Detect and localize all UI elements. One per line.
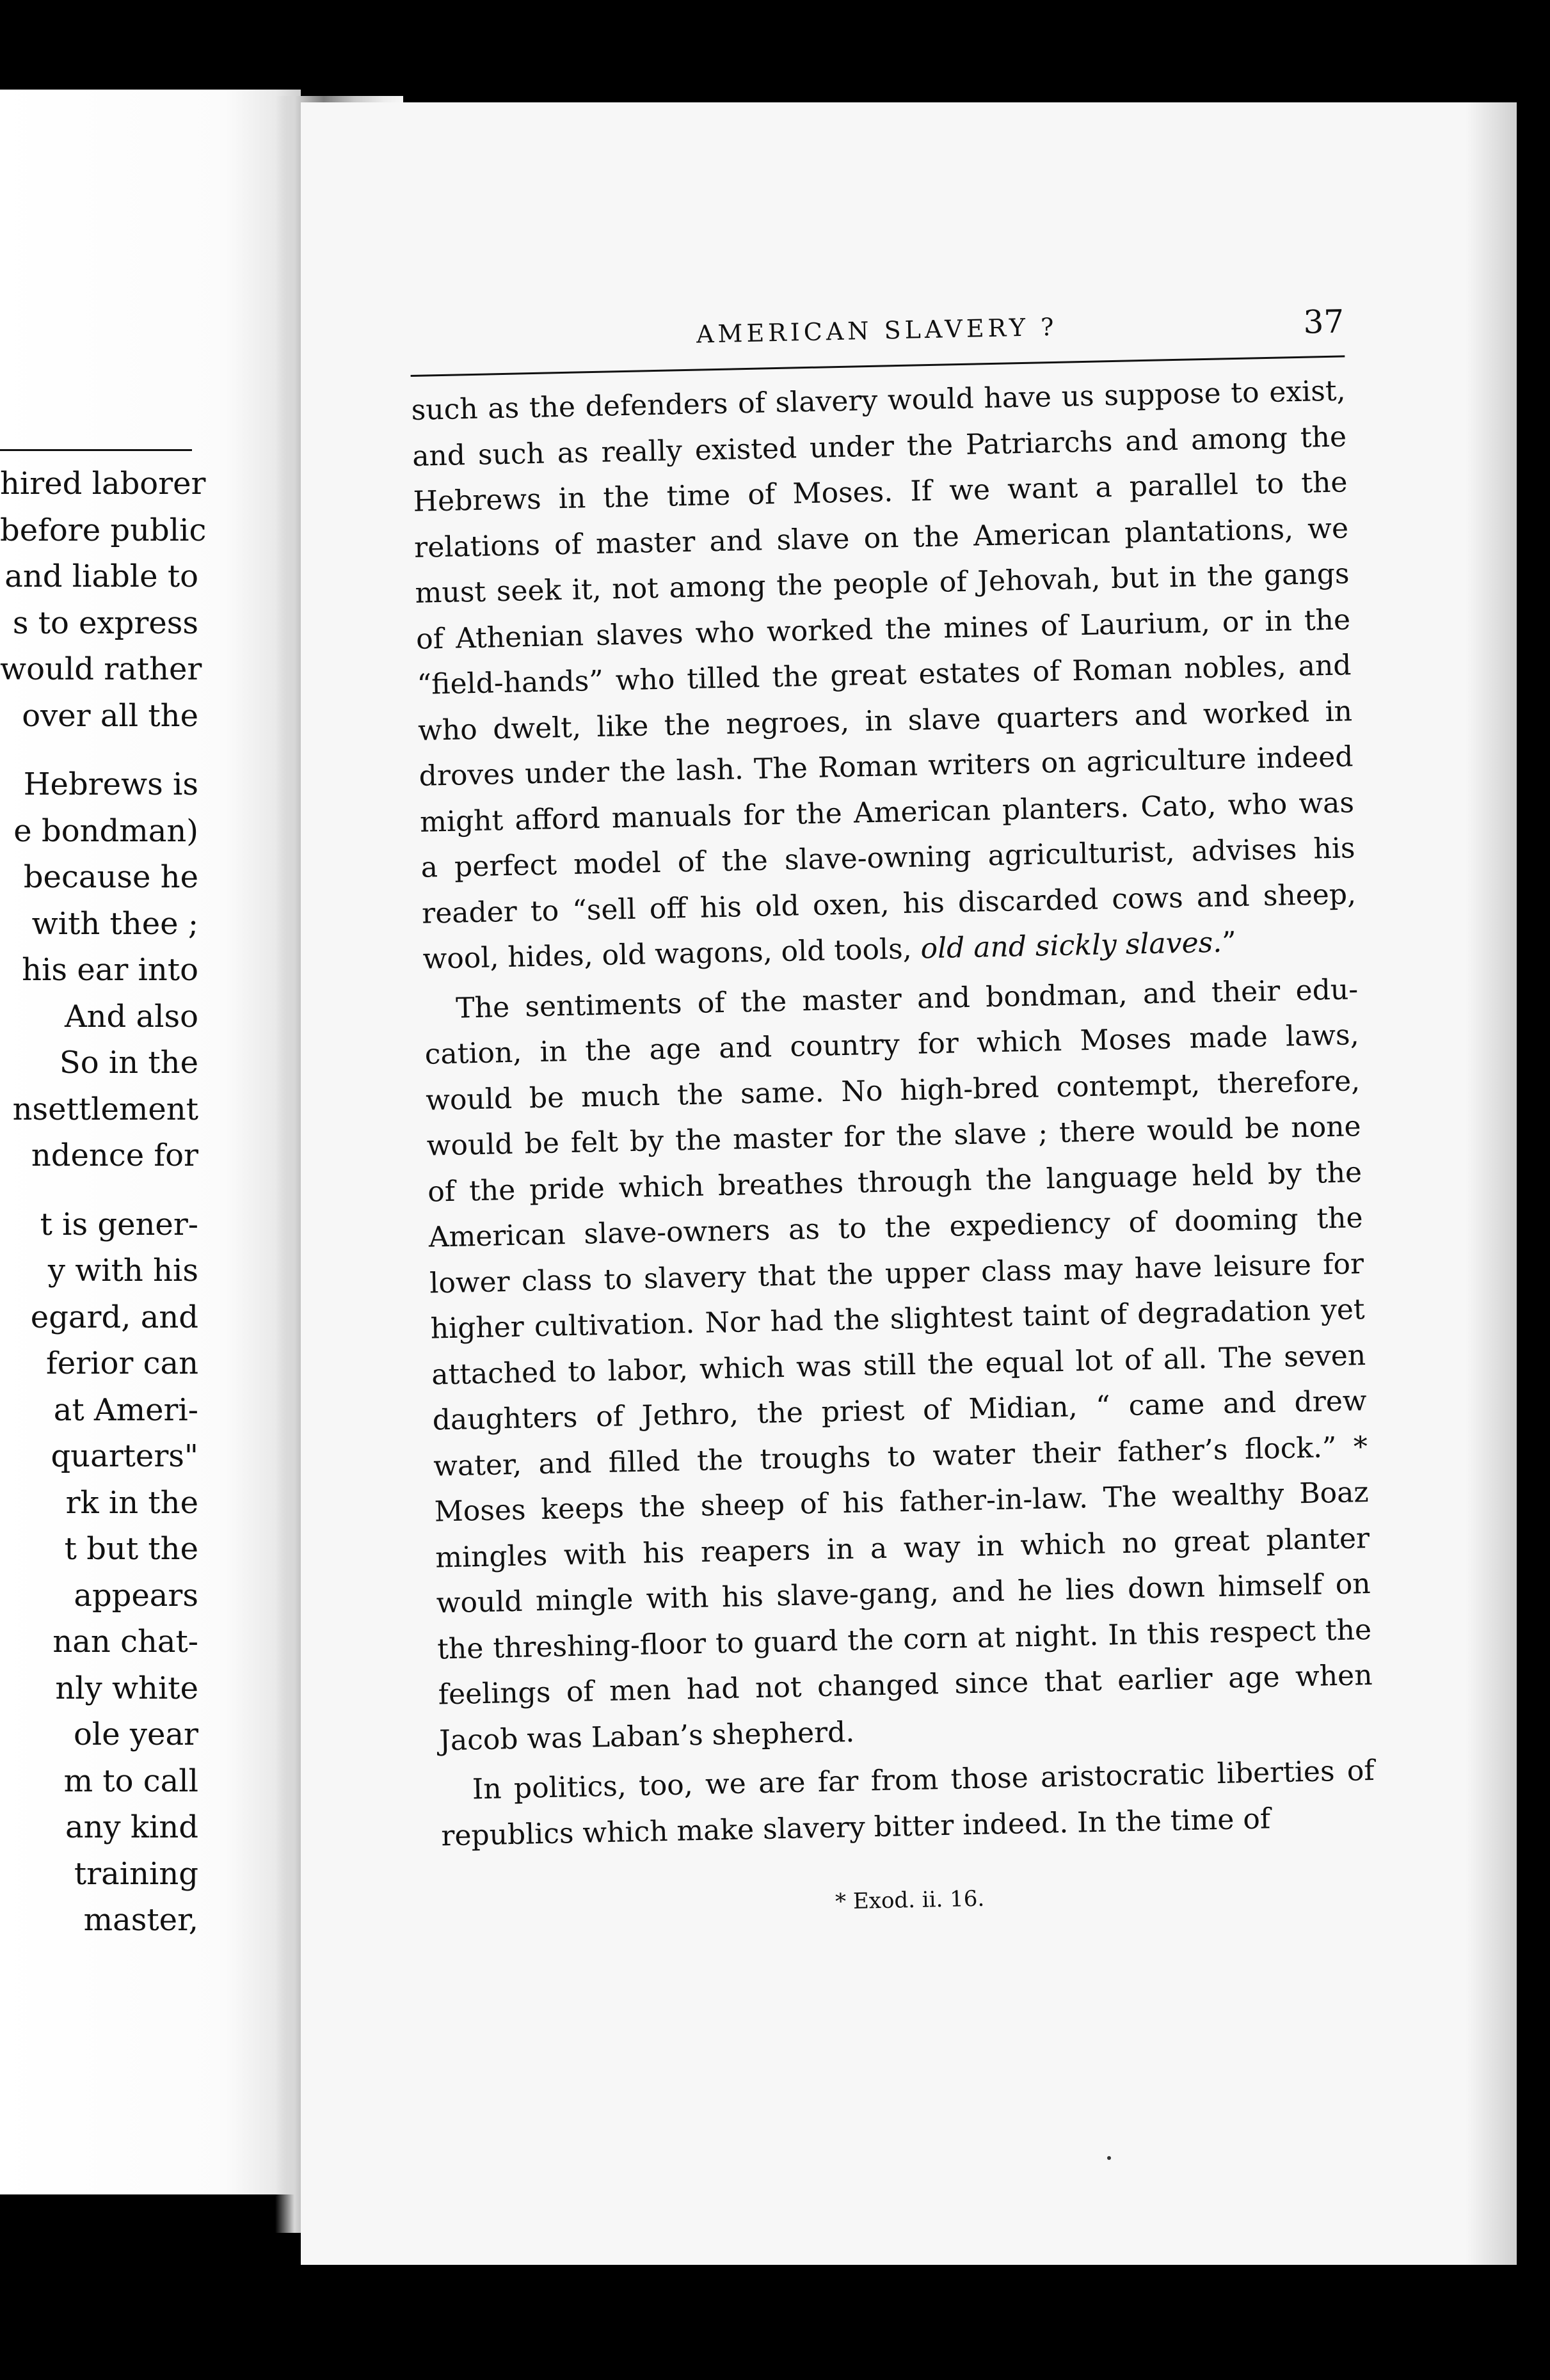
left-page-line: master, bbox=[83, 1902, 198, 1938]
left-page-line: and liable to bbox=[4, 559, 198, 594]
left-page-line: quarters" bbox=[51, 1438, 198, 1474]
right-page bbox=[301, 102, 1517, 2265]
left-page-line: ndence for bbox=[31, 1138, 198, 1173]
left-page-line: before public bbox=[0, 512, 207, 548]
left-page-line: m to call bbox=[63, 1763, 198, 1799]
left-page-line: ferior can bbox=[46, 1345, 198, 1381]
left-page-line: egard, and bbox=[30, 1299, 198, 1335]
paragraph-1-close-quote: ” bbox=[1221, 926, 1237, 959]
running-title: AMERICAN SLAVERY ? bbox=[696, 312, 1058, 349]
left-page-line: y with his bbox=[47, 1253, 198, 1289]
left-page-line: e bondman) bbox=[13, 813, 198, 849]
left-page-text bbox=[0, 461, 207, 1944]
left-page-line: because he bbox=[23, 859, 198, 895]
left-page-line: hired laborer bbox=[0, 466, 206, 502]
left-page bbox=[0, 90, 301, 2194]
left-page-line: t but the bbox=[64, 1531, 198, 1567]
left-page-line: with thee ; bbox=[31, 905, 198, 942]
footnote: * Exod. ii. 16. bbox=[835, 1885, 985, 1915]
left-page-line: at Ameri- bbox=[53, 1392, 198, 1428]
left-page-line: s to express bbox=[12, 605, 198, 641]
left-page-line: So in the bbox=[59, 1045, 198, 1081]
paragraph-1-italic: old and sickly slaves. bbox=[920, 926, 1222, 965]
paragraph-3: In politics, too, we are far from those aristocratic liberties of republics which make slavery bitter indeed. In the time of bbox=[440, 1754, 1375, 1852]
left-page-line: And also bbox=[64, 998, 198, 1035]
left-page-line: ole year bbox=[74, 1717, 198, 1752]
left-page-line: training bbox=[74, 1855, 198, 1892]
page-number: 37 bbox=[1302, 303, 1345, 341]
left-page-line: over all the bbox=[22, 697, 198, 734]
left-page-line: any kind bbox=[65, 1809, 198, 1845]
left-page-line: would rather bbox=[0, 651, 202, 687]
paragraph-1 bbox=[411, 368, 1357, 982]
left-page-line: nsettlement bbox=[12, 1091, 198, 1127]
paragraph-1-text: such as the defenders of slavery would have us suppose to exist, and such as really existed under the Patriarchs and among the Hebrews in the time of Moses. If we want a parallel to the relations of master and slave on the American plantations, we must seek it, not among the people of Jehovah, but in the gangs of Athenian slaves who worked the mines of Laurium, or in the “field-hands” who tilled the great estates of Roman nobles, and who dwelt, like the negroes, in slave quarters and worked in droves under the lash. The Roman writers on agriculture indeed might afford manuals for the American planters. Cato, who was a perfect model of the slave-owning agriculturist, advises his reader to “sell off his old oxen, his discarded cows and sheep, wool, hides, old wagons, old tools, bbox=[411, 374, 1357, 976]
left-page-line: nan chat- bbox=[52, 1624, 198, 1660]
page-text-block bbox=[410, 303, 1377, 1923]
left-page-line: Hebrews is bbox=[23, 766, 198, 802]
left-page-line: rk in the bbox=[65, 1484, 198, 1521]
left-page-rule bbox=[0, 449, 192, 451]
left-page-line: t is gener- bbox=[40, 1206, 198, 1242]
left-page-line: nly white bbox=[55, 1670, 198, 1706]
left-page-line: his ear into bbox=[22, 952, 198, 988]
left-page-line: appears bbox=[74, 1577, 198, 1614]
ink-speck bbox=[1107, 2156, 1111, 2160]
paragraph-2: The sentiments of the master and bondman, and their education, in the age and country for which Moses made laws, would be much the same. No high-bred contempt, therefore, would be felt by the master for the slave ; there would be none of the pride which breathes through the language held by the American slave-owners as to the expediency of dooming the lower class to slavery that the upper class may have leisure for higher cultivation. Nor had the slightest taint of degradation yet attached to labor, which was still the equal lot of all. The seven daughters of Jethro, the priest of Midian, “ came and drew water, and filled the troughs to water their father’s flock.” * Moses keeps the sheep of his father-in-law. The wealthy Boaz mingles with his reapers in a way in which no great planter would mingle with his slave-gang, and he lies down himself on the threshing-floor to guard the corn at night. In this respect the feelings of men had not changed since that earlier age when Jacob was Laban’s shepherd. bbox=[424, 972, 1373, 1757]
